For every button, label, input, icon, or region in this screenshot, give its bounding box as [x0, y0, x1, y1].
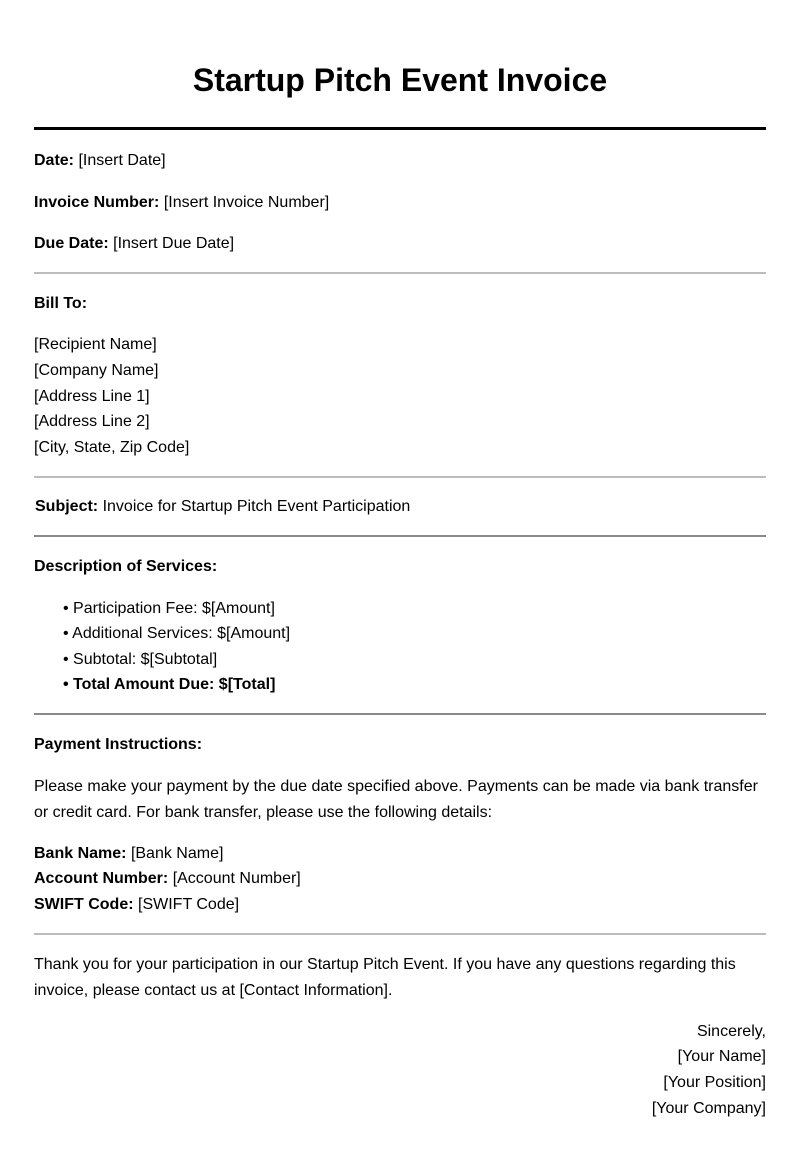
page-title: Startup Pitch Event Invoice	[192, 62, 608, 98]
bank-name-line	[34, 844, 223, 864]
section-divider	[34, 272, 766, 274]
services-heading: Description of Services:	[34, 558, 218, 575]
account-number-label: Account Number:	[34, 870, 169, 887]
date-label: Date:	[34, 152, 75, 169]
swift-code-label: SWIFT Code:	[34, 896, 134, 913]
account-number-value: [Account Number]	[172, 870, 301, 887]
invoice-number-label: Invoice Number:	[34, 194, 160, 211]
date-line	[34, 151, 166, 171]
bill-to-line: [Recipient Name]	[34, 336, 157, 353]
service-item-total: • Total Amount Due: $[Total]	[63, 676, 276, 693]
signer-company: [Your Company]	[651, 1100, 766, 1117]
bank-name-value: [Bank Name]	[130, 845, 224, 862]
section-divider	[34, 933, 766, 935]
due-date-value: [Insert Due Date]	[113, 235, 235, 252]
subject-line	[35, 497, 410, 517]
date-value: [Insert Date]	[78, 152, 166, 169]
swift-code-value: [SWIFT Code]	[138, 896, 240, 913]
invoice-number-line	[34, 193, 329, 213]
due-date-label: Due Date:	[34, 235, 109, 252]
signer-name: [Your Name]	[677, 1048, 766, 1065]
section-divider	[34, 535, 766, 537]
closing-paragraph: Thank you for your participation in our Startup Pitch Event. If you have any questions regarding this invoice, please contact us at [Contact Information].	[34, 956, 736, 999]
payment-paragraph: Please make your payment by the due date specified above. Payments can be made via bank transfer or credit card. For bank transfer, please use the following details:	[34, 778, 758, 821]
section-divider	[34, 476, 766, 478]
service-item: • Additional Services: $[Amount]	[63, 625, 291, 642]
service-item: • Subtotal: $[Subtotal]	[63, 651, 218, 668]
due-date-line	[34, 234, 234, 254]
bill-to-heading: Bill To:	[34, 295, 88, 312]
invoice-number-value: [Insert Invoice Number]	[163, 194, 330, 211]
title-divider	[34, 127, 766, 130]
bill-to-line: [Company Name]	[34, 362, 159, 379]
signer-position: [Your Position]	[663, 1074, 766, 1091]
section-divider	[34, 713, 766, 715]
bill-to-line: [Address Line 1]	[34, 388, 150, 405]
payment-heading: Payment Instructions:	[34, 736, 203, 753]
subject-value: Invoice for Startup Pitch Event Participation	[102, 498, 411, 515]
swift-code-line	[34, 895, 239, 915]
sign-off: Sincerely,	[696, 1023, 766, 1040]
bill-to-line: [Address Line 2]	[34, 413, 150, 430]
bill-to-line: [City, State, Zip Code]	[34, 439, 190, 456]
subject-label: Subject:	[35, 498, 99, 515]
account-number-line	[34, 869, 301, 889]
service-item: • Participation Fee: $[Amount]	[63, 600, 275, 617]
bank-name-label: Bank Name:	[34, 845, 127, 862]
